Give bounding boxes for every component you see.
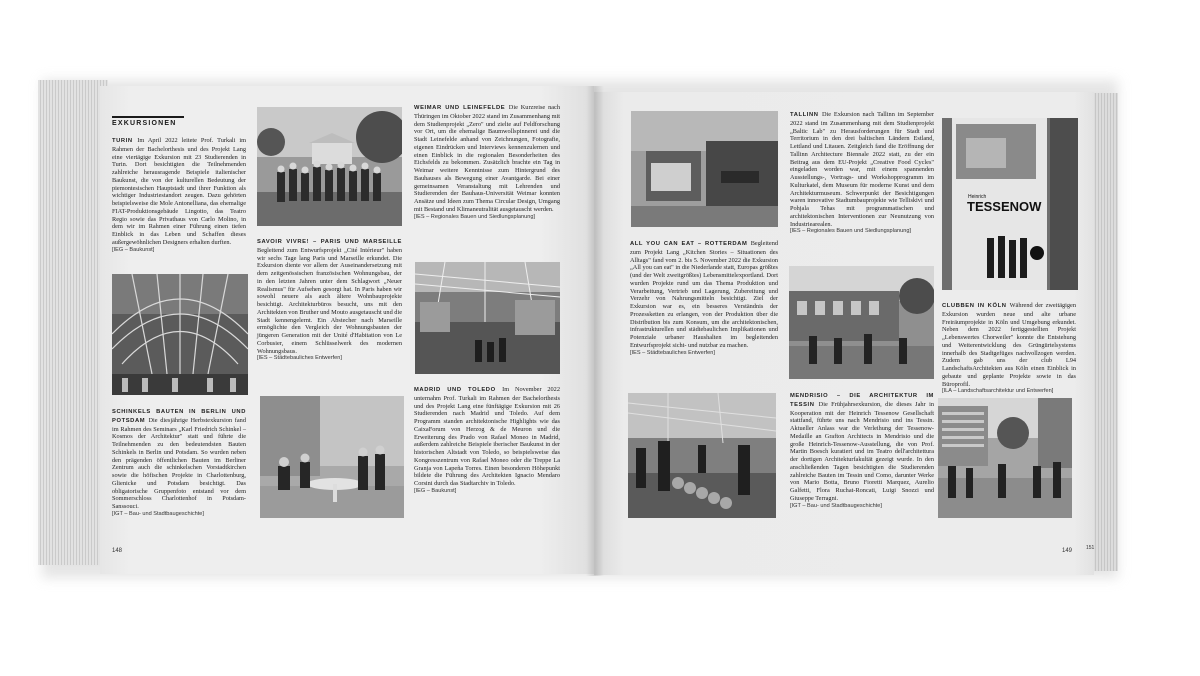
madrid-credit: [IEG – Baukunst] [414, 487, 457, 494]
mendrisio-body: Die Frühjahrsexkursion, die dieses Jahr in Kooperation mit der Heinrich Tessenow Gesellschaft stattfand, führte uns nach Mendrisio und ins Tessin. Aktueller Anlass war die Verleihung der Tessenow-Medaille an Grafton Architects in Mendrisio und die große Heinrich-Tessenow-Ausstellung, die von Prof. Martin Boesch kuratiert und im Teatro dell'architettura der dortigen Architekturfakultät gezeigt wurde. In den anschließenden Tagen besichtigten die Studierenden zahlreiche Bauten im Tessin und Como, darunter Werke von Mario Botta, Bruno Fioretti Marquez, Aurelio Galfetti, Flora Ruchat-Roncati, Luigi Snozzi und Giuseppe Terragni. [790, 400, 935, 502]
page-edges-left [38, 80, 108, 565]
tallinn-credit: [IES – Regionales Bauen und Siedlungsplanung] [790, 228, 911, 235]
koeln-credit: [ILA – Landschaftsarchitektur und Entwerfen] [942, 388, 1054, 395]
schinkel-body: Die diesjährige Herbstexkursion fand im Rahmen des Seminars „Karl Friedrich Schinkel – Kosmos der Architektur" statt und führte die Teilnehmenden zu den bedeutendsten Bauten Schinkels in Berlin und Potsdam. So wurden neben den prägenden öffentlichen Bauten im Berliner Zentrum auch die schinkelschen Vorstadtkirchen sowie die höfischen Projekte in Charlottenburg, Glienicke und Potsdam besichtigt. Das obligatorische Gruppenfoto entstand vor dem Sommerschloss Charlottenhof in Potsdam-Sanssouci. [112, 416, 246, 510]
weimar-credit: [IES – Regionales Bauen und Siedlungsplanung] [414, 213, 535, 220]
tallinn-body: Die Exkursion nach Tallinn im September 2022 stand im Zusammenhang mit dem Studienprojekt „Baltic Lab" zu Herausforderungen für Stadt und Territorium in den drei baltischen Ländern Estland, Lettland und Litauen. Zeitgleich fand die Eröffnung der Tallinn Architecture Biennale 2022 statt, zu der ein Beitrag aus dem EU-Projekt „Creative Food Cycles" eingeladen worden war, mit einem spannenden Ausstellungs-, Vortrags- und Workshopprogramm im Kulturkatel, dem Museum für moderne Kunst und dem Architekturmuseum. Schwerpunkt der Besichtigungen waren innovative Stadtumbauprojekte wie Telliskivi und Pohjala Tehas mit programmatischen und architektonischen Interventionen zur Neunutzung von Industriearealen. [790, 111, 934, 228]
photo-turin-lingotto-dome [112, 274, 248, 395]
photo-rotterdam-concrete [631, 111, 778, 227]
rotterdam-body: Begleitend zum Projekt Lang „Kitchen Stories – Situationen des Alltags" fand vom 2. bis 5. November 2022 die Exkursion „All you can eat" in die Niederlande statt, Europas größtes (und der Welt zweitgrößtes) Lebensmittelexportland. Dort wurden Projekte rund um das Thema Produktion und Verarbeitung, Vertrieb und Lagerung, Zubereitung und Verzehr von Nahrungsmitteln besichtigt. Ziel der Exkursion war es, ein besseres Verständnis der Prozessketten zu erlangen, von der Produktion über die Distribution bis zum Konsum, um die architektonischen, infrastrukturellen und städtebaulichen Implikationen und Potenziale urbaner Haushalten im begleitenden Entwurfsprojekt sicht- und nutzbar zu machen. [630, 240, 778, 349]
tallinn-text [790, 111, 934, 236]
turin-body: Im April 2022 leitete Prof. Turkali im Rahmen der Bachelorthesis und des Projekt Lang eine viertägige Exkursion mit 23 Studierenden in Turin. Dort besichtigten die Teilnehmenden zahlreiche herausragende Beispiele italienischer Baukunst, die von der kulturellen Bedeutung der piemontesischen Hauptstadt und ihrer Funktion als wichtiger Industriestandort zeugen. Dazu gehörten beispielsweise die Mole Antonelliana, das ehemalige FIAT-Produktionsgebäude Lingotto, das Teatro Regio sowie das Privathaus von Carlo Molino, in dem wir im Rahmen einer Führung einen tiefen Einblick in das Leben und Schaffen dieses außergewöhnlichen Designers erhalten durften. [112, 137, 246, 246]
book-gutter [586, 86, 604, 576]
section-rule [112, 116, 184, 118]
photo-greenhouse [628, 393, 776, 518]
mendrisio-credit: [IGT – Bau- und Stadtbaugeschichte] [790, 502, 882, 509]
photo-koeln-chorweiler [938, 398, 1072, 518]
madrid-text [414, 386, 560, 496]
page-number-edge: 151 [1086, 545, 1095, 551]
weimar-heading: WEIMAR UND LEINEFELDE [414, 105, 509, 111]
koeln-text [942, 302, 1076, 396]
page-number-right: 149 [1062, 548, 1073, 554]
madrid-body: Im November 2022 unternahm Prof. Turkali im Rahmen der Bachelorthesis und des Projekt Lang eine fünftägige Exkursion mit 26 Studierenden nach Madrid und Toledo. Auf dem Programm standen architektonische Highlights wie das CaixaForum von Herzog & de Meuron und die Erweiterung des Prado von Rafael Moneo in Madrid, außerdem zahlreiche Beispiele iberischer Baukunst in der historischen Altstadt von Toledo, so beispielsweise das Kongresszentrum von Rafael Moneo oder die Treppe La Granja von Lapeña Torres. Einen besonderen Höhepunkt bildete die Führung des Architekten Ignacio Mendaro Corsini durch das Stadtarchiv in Toledo. [414, 386, 560, 487]
tallinn-heading: TALLINN [790, 112, 822, 118]
paris-body: Begleitend zum Entwurfsprojekt „Cité Intérieur" haben wir sechs Tage lang Paris und Marseille erkundet. Die Exkursion diente vor allem der Auseinandersetzung mit dem zeitgenössischen französischen Wohnungsbau, der in den letzten Jahren unter dem Schlagwort „Neuer Realismus" für Aufsehen gesorgt hat. In Paris haben wir sowohl neuere als auch ältere Wohnbauprojekte besichtigt. Architekturbüros besucht, uns mit den Architekten von Bruther und Mouto ausgetauscht und die Stadt kennengelernt. Ein Abstecher nach Marseille ermöglichte den Vergleich der Wohnungsbauten der jüngeren Generation mit der Unité d'Habitation von Le Corbusier, einem Schlüsselwerk des modernen Wohnungsbaus. [257, 246, 402, 355]
weimar-text [414, 104, 560, 221]
turin-credit: [IEG – Baukunst] [112, 246, 155, 253]
weimar-body: Die Kurzreise nach Thüringen im Oktober 2022 stand im Zusammenhang mit dem Studienprojekt „Zero" und zielte auf Feldforschung vor Ort, um die ehemalige Baumwollspinnerei und die Stadt Leinefelde anhand von Zeichnungen, Fotografie, eigenen Eindrücken und Interviews kennenzulernen und einen Einblick in die regionalen Besonderheiten des Eichsfelds zu bekommen. Zusätzlich brachte ein Tag in Weimar weitere Kenntnisse zum Hintergrund des Bauhauses als Bewegung einer Avantgarde. Bei einer gemeinsamen Veranstaltung mit Lehrenden und Studierenden der Bauhaus-Universität Weimar konnten Ansätze und Ideen zum Thema Circular Design, Umgang mit Bestand und Klimaneutralität ausgetauscht werden. [414, 104, 560, 213]
photo-tessenow-poster [942, 118, 1078, 290]
section-title: EXKURSIONEN [112, 120, 177, 127]
page-edges-right [1090, 93, 1118, 571]
koeln-heading: CLUBBEN IN KÖLN [942, 303, 1010, 309]
mendrisio-heading: MENDRISIO – DIE ARCHITEKTUR IM TESSIN [790, 393, 934, 408]
rotterdam-text [630, 240, 778, 357]
madrid-heading: MADRID UND TOLEDO [414, 387, 503, 393]
rotterdam-heading: ALL YOU CAN EAT – ROTTERDAM [630, 241, 751, 247]
schinkel-credit: [IGT – Bau- und Stadtbaugeschichte] [112, 510, 204, 517]
paris-text [257, 238, 402, 363]
photo-group-charlottenhof [257, 107, 402, 226]
photo-tallinn-industrial [789, 266, 934, 379]
turin-heading: TURIN [112, 138, 138, 144]
turin-text [112, 137, 246, 254]
poster-small-text: Heinrich [968, 194, 987, 200]
schinkel-heading: SCHINKELS BAUTEN IN BERLIN UND POTSDAM [112, 409, 246, 424]
poster-title: TESSENOW [967, 199, 1042, 214]
schinkel-text [112, 408, 246, 519]
mendrisio-text [790, 392, 934, 510]
rotterdam-credit: [IES – Städtebauliches Entwerfen] [630, 349, 715, 356]
page-number-left: 148 [112, 548, 123, 554]
koeln-body: Während der zweitägigen Exkursion wurden neue und alte urbane Freiräumprojekte in Köln und Umgebung erkundet. Neben dem 2022 fertiggestellten Projekt „Lebenswertes Chorweiler" konnte die Entstehung und Weiterentwicklung des Grüngürtelsystems innerhalb des Stadtgefüges nachvollzogen werden. Zudem gab uns der club L94 LandschaftsArchitekten aus Köln einen Einblick in gebaute und geplante Projekte sowie in das Büroprofil. [942, 302, 1076, 388]
photo-leinefelde-factory [415, 262, 560, 374]
photo-courtyard-table [260, 396, 404, 518]
paris-credit: [IES – Städtebauliches Entwerfen] [257, 355, 342, 362]
paris-heading: SAVOIR VIVRE! – PARIS UND MARSEILLE [257, 239, 402, 245]
